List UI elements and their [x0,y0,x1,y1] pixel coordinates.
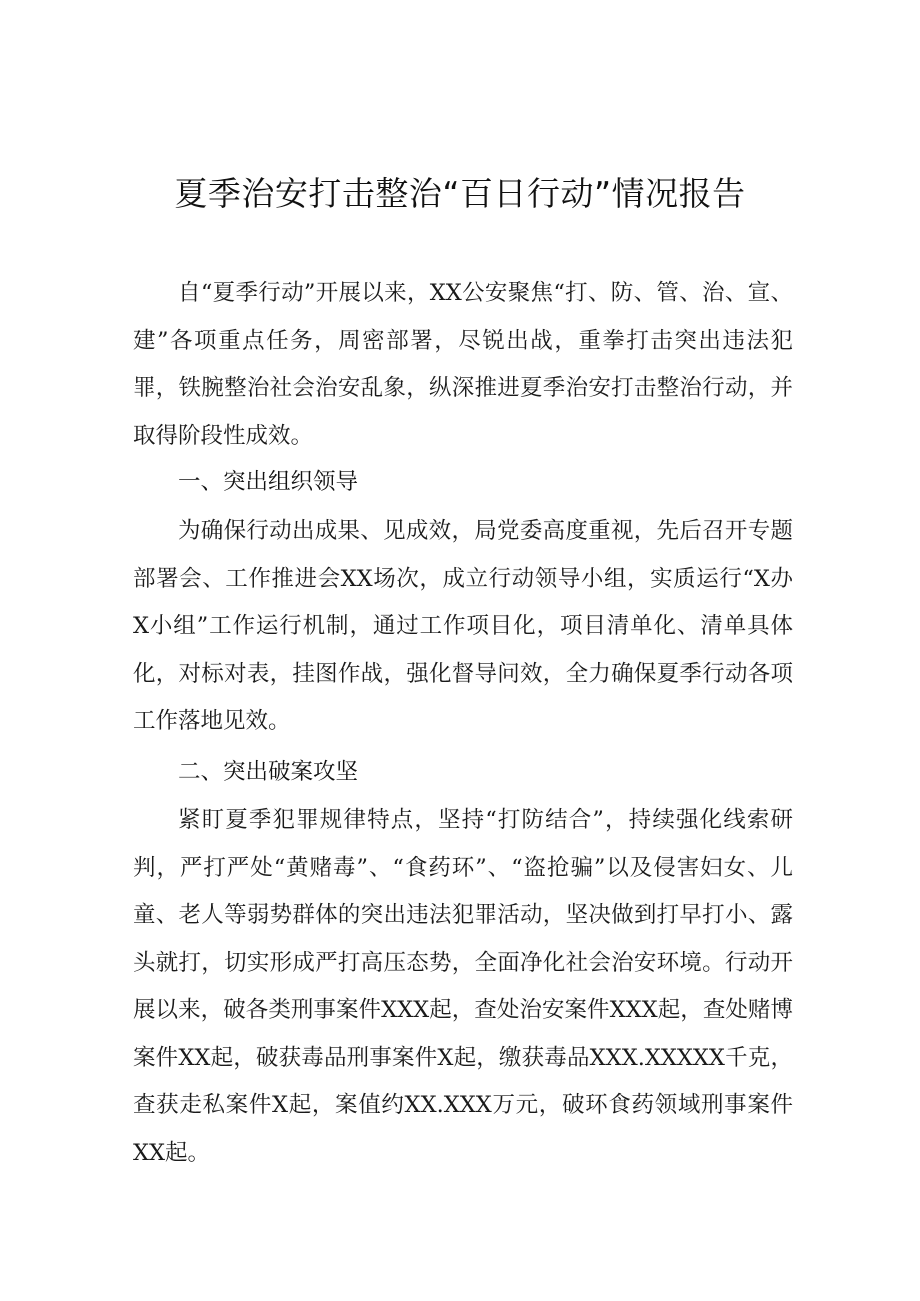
section-paragraph-case-breaking: 紧盯夏季犯罪规律特点，坚持“打防结合”，持续强化线索研判，严打严处“黄赌毒”、“食药环”、“盗抢骗”以及侵害妇女、儿童、老人等弱势群体的突出违法犯罪活动，坚决做到打早打小、露头就打，切实形成严打高压态势，全面净化社会治安环境。行动开展以来，破各类刑事案件XXX起，查处治安案件XXX起，查处赌博案件XX起，破获毒品刑事案件X起，缴获毒品XXX.XXXXX千克，查获走私案件X起，案值约XX.XXX万元，破环食药领域刑事案件XX起。 [133,807,793,1166]
section-heading-organization: 一、突出组织领导 [178,469,359,495]
page-title: 夏季治安打击整治“百日行动”情况报告 [174,174,746,213]
section-paragraph-organization: 为确保行动出成果、见成效，局党委高度重视，先后召开专题部署会、工作推进会XX场次，成立行动领导小组，实质运行“X办X小组”工作运行机制，通过工作项目化，项目清单化、清单具体化，对标对表，挂图作战，强化督导问效，全力确保夏季行动各项工作落地见效。 [133,518,793,734]
section-heading-case-breaking: 二、突出破案攻坚 [178,759,359,785]
intro-paragraph: 自“夏季行动”开展以来，XX公安聚焦“打、防、管、治、宣、建”各项重点任务，周密部署，尽锐出战，重拳打击突出违法犯罪，铁腕整治社会治安乱象，纵深推进夏季治安打击整治行动，并取得阶段性成效。 [133,280,793,449]
